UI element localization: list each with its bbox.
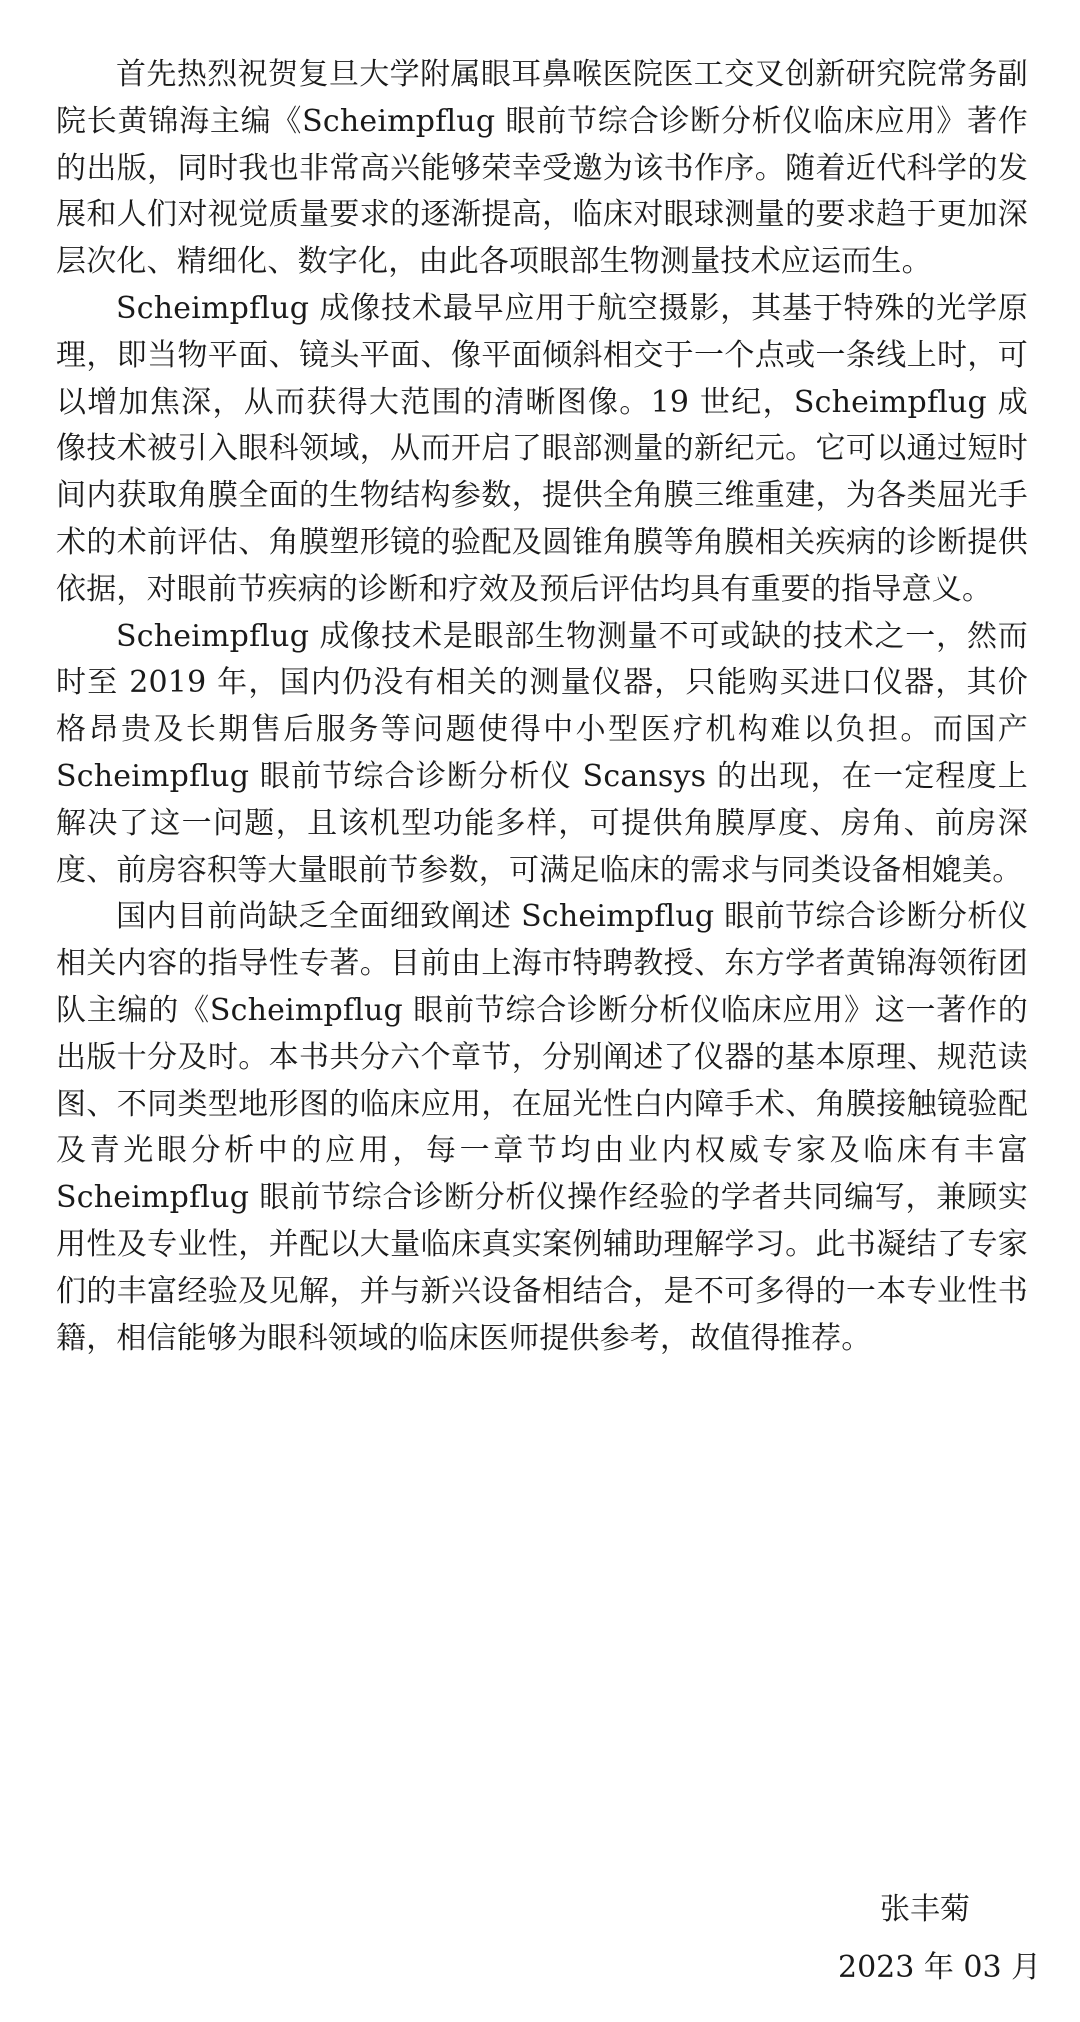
paragraph-3: Scheimpflug 成像技术是眼部生物测量不可或缺的技术之一，然而时至 2019 年，国内仍没有相关的测量仪器，只能购买进口仪器，其价格昂贵及长期售后服务等问题使得中小型医疗机构难以负担。而国产 Scheimpflug 眼前节综合诊断分析仪 Scansys 的出现，在一定程度上解决了这一问题，且该机型功能多样，可提供角膜厚度、房角、前房深度、前房容积等大量眼前节参数，可满足临床的需求与同类设备相媲美。 <box>56 618 1028 888</box>
paragraph-1: 首先热烈祝贺复旦大学附属眼耳鼻喉医院医工交叉创新研究院常务副院长黄锦海主编《Scheimpflug 眼前节综合诊断分析仪临床应用》著作的出版，同时我也非常高兴能够荣幸受邀为该书作序。随着近代科学的发展和人们对视觉质量要求的逐渐提高，临床对眼球测量的要求趋于更加深层次化、精细化、数字化，由此各项眼部生物测量技术应运而生。 <box>56 57 1028 280</box>
signature-name: 张丰菊 <box>880 1892 970 1927</box>
paragraph-4: 国内目前尚缺乏全面细致阐述 Scheimpflug 眼前节综合诊断分析仪相关内容的指导性专著。目前由上海市特聘教授、东方学者黄锦海领衔团队主编的《Scheimpflug 眼前节综合诊断分析仪临床应用》这一著作的出版十分及时。本书共分六个章节，分别阐述了仪器的基本原理、规范读图、不同类型地形图的临床应用，在屈光性白内障手术、角膜接触镜验配及青光眼分析中的应用，每一章节均由业内权威专家及临床有丰富 Scheimpflug 眼前节综合诊断分析仪操作经验的学者共同编写，兼顾实用性及专业性，并配以大量临床真实案例辅助理解学习。此书凝结了专家们的丰富经验及见解，并与新兴设备相结合，是不可多得的一本专业性书籍，相信能够为眼科领域的临床医师提供参考，故值得推荐。 <box>56 899 1028 1356</box>
paragraph-2: Scheimpflug 成像技术最早应用于航空摄影，其基于特殊的光学原理，即当物平面、镜头平面、像平面倾斜相交于一个点或一条线上时，可以增加焦深，从而获得大范围的清晰图像。19 世纪，Scheimpflug 成像技术被引入眼科领域，从而开启了眼部测量的新纪元。它可以通过短时间内获取角膜全面的生物结构参数，提供全角膜三维重建，为各类屈光手术的术前评估、角膜塑形镜的验配及圆锥角膜等角膜相关疾病的诊断提供依据，对眼前节疾病的诊断和疗效及预后评估均具有重要的指导意义。 <box>56 290 1028 607</box>
preface-body <box>56 52 1028 1362</box>
signature-date: 2023 年 03 月 <box>838 1950 1042 1985</box>
